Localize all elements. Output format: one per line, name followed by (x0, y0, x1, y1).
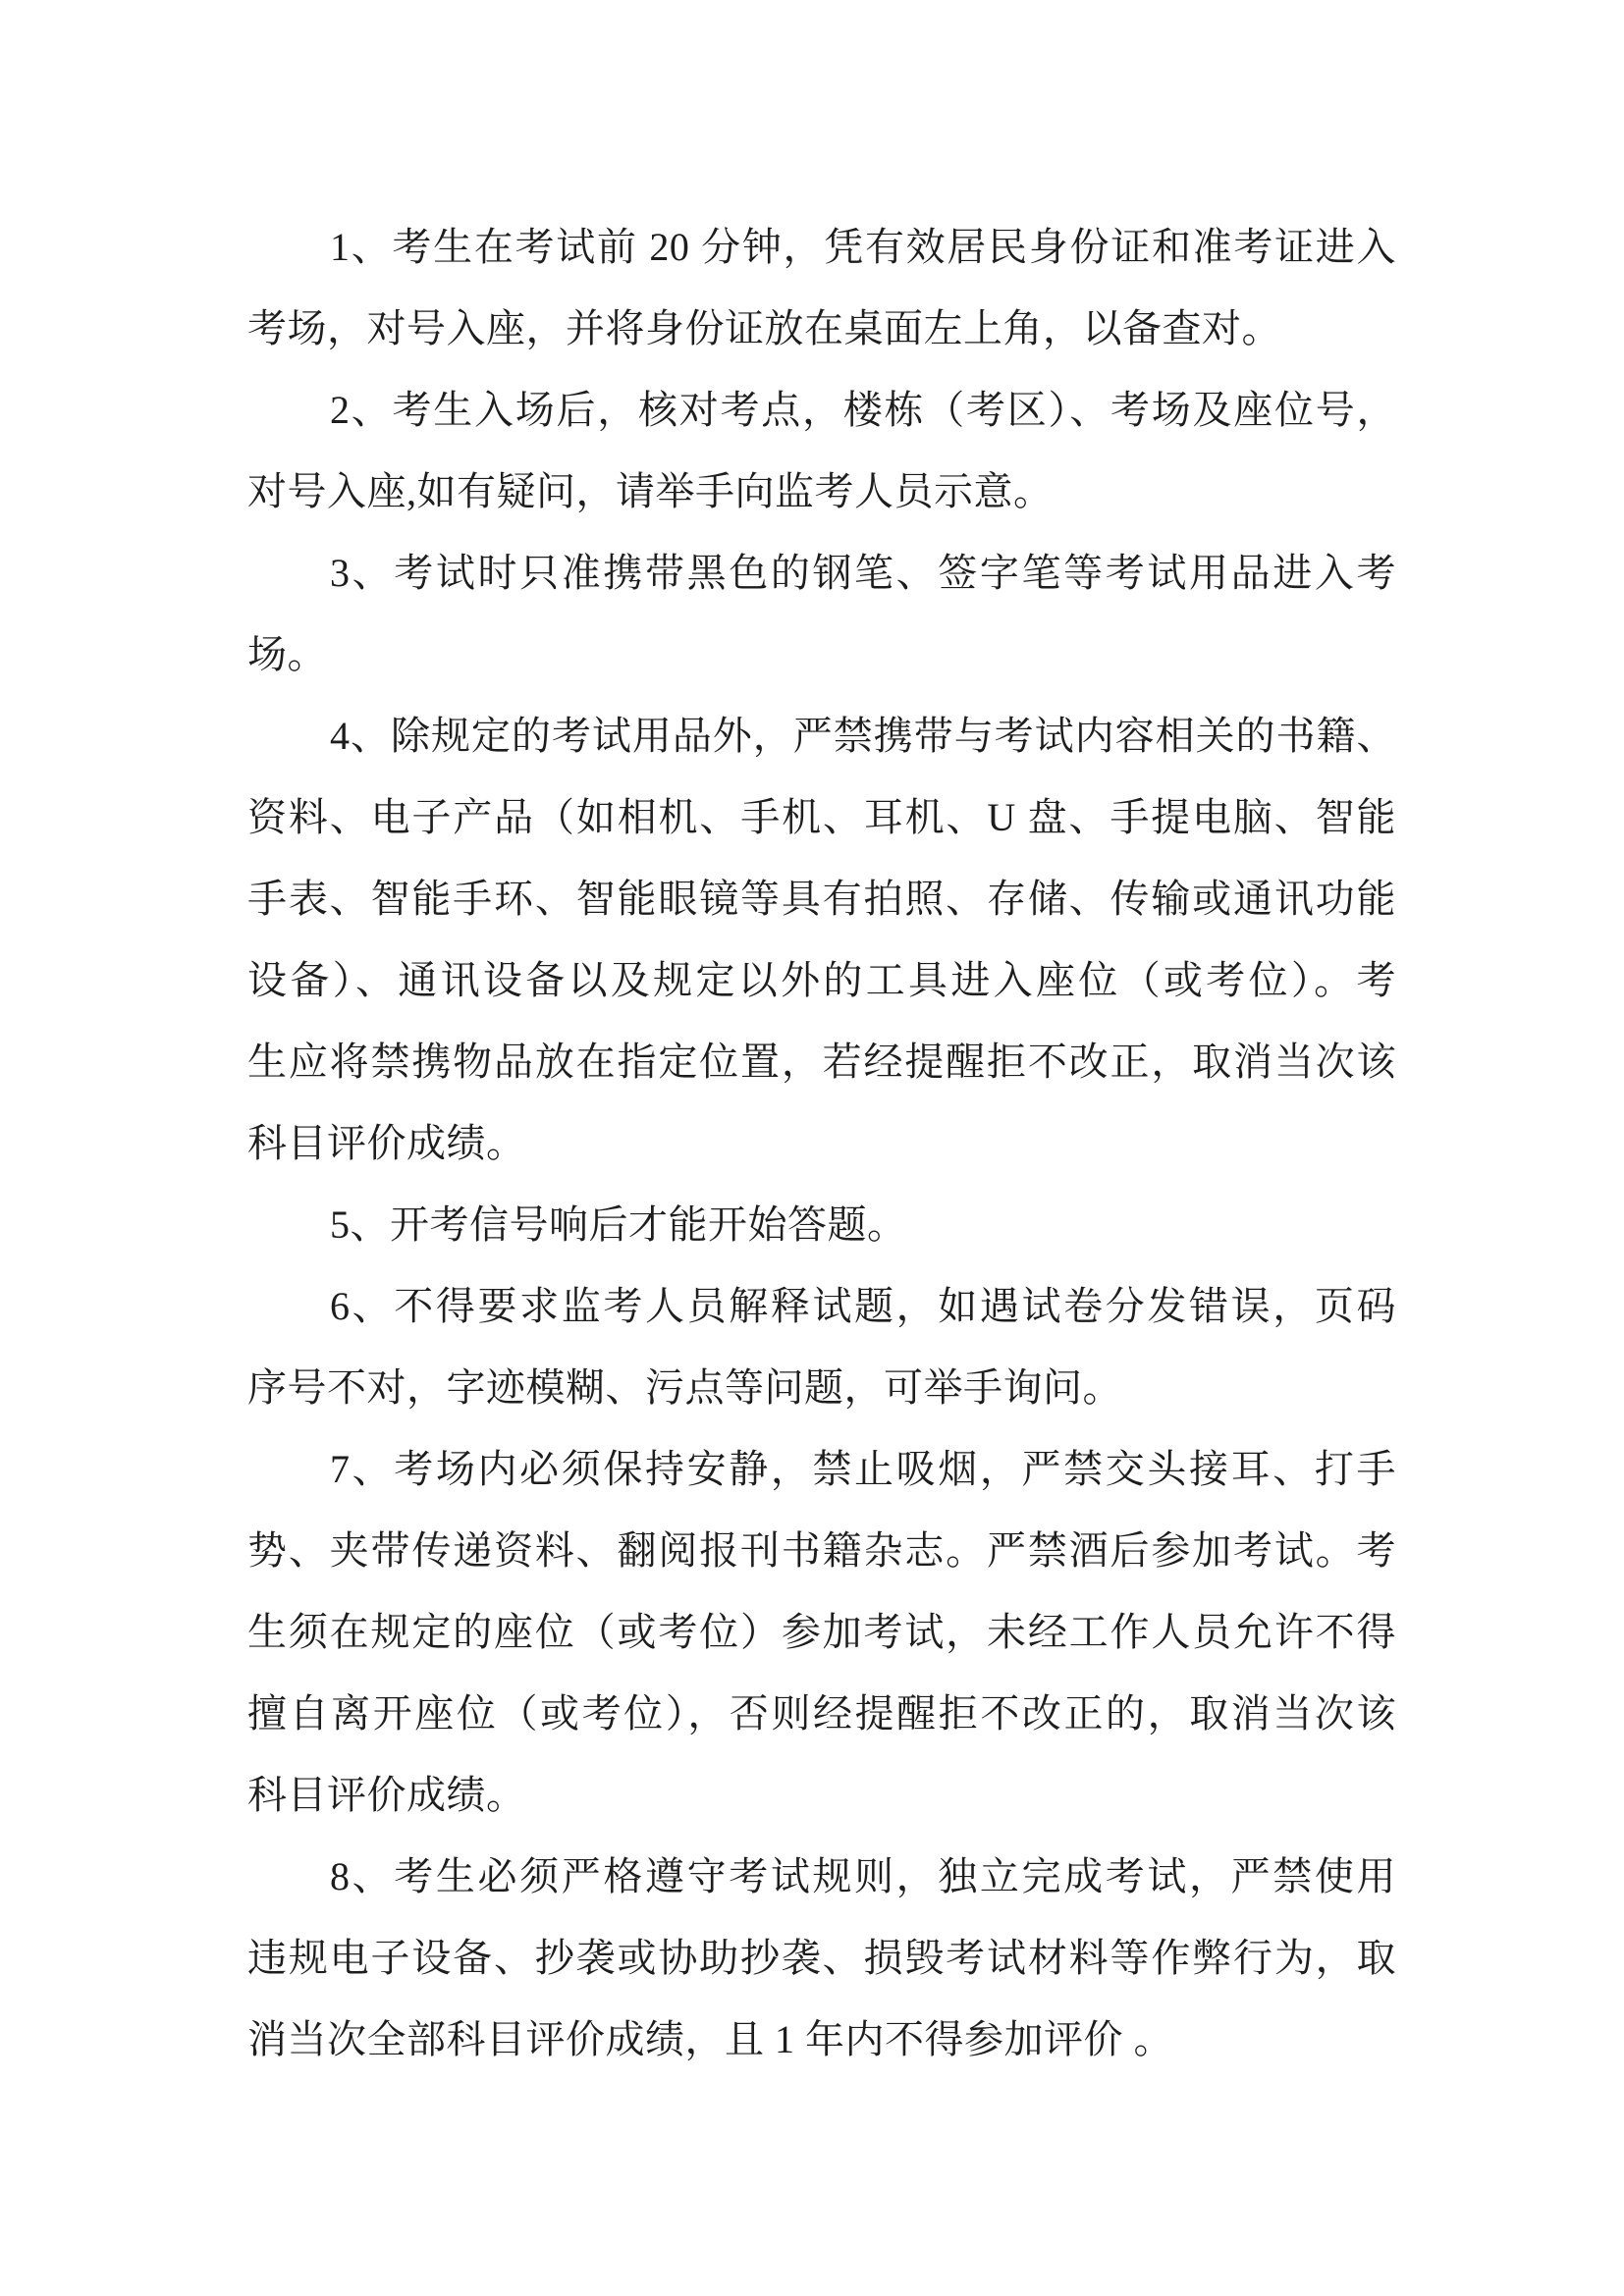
document-line: 手表、智能手环、智能眼镜等具有拍照、存储、传输或通讯功能 (247, 877, 1396, 921)
document-line: 场。 (247, 632, 327, 676)
document-line: 6、不得要求监考人员解释试题，如遇试卷分发错误，页码 (330, 1284, 1396, 1328)
document-line: 4、除规定的考试用品外，严禁携带与考试内容相关的书籍、 (330, 714, 1396, 758)
document-line: 科目评价成绩。 (247, 1121, 526, 1165)
document-body (247, 206, 1396, 2080)
document-line: 考场，对号入座，并将身份证放在桌面左上角，以备查对。 (247, 306, 1281, 350)
document-line: 消当次全部科目评价成绩，且 1 年内不得参加评价 。 (247, 2017, 1173, 2061)
document-line: 擅自离开座位（或考位），否则经提醒拒不改正的，取消当次该 (247, 1691, 1396, 1735)
document-line: 1、考生在考试前 20 分钟，凭有效居民身份证和准考证进入 (330, 225, 1396, 269)
document-line: 3、考试时只准携带黑色的钢笔、签字笔等考试用品进入考 (330, 551, 1396, 595)
document-line: 生须在规定的座位（或考位）参加考试，未经工作人员允许不得 (247, 1610, 1396, 1654)
document-line: 生应将禁携物品放在指定位置，若经提醒拒不改正，取消当次该 (247, 1040, 1396, 1084)
document-line: 5、开考信号响后才能开始答题。 (330, 1202, 907, 1247)
document-line: 资料、电子产品（如相机、手机、耳机、U 盘、手提电脑、智能 (247, 795, 1396, 839)
document-line: 序号不对，字迹模糊、污点等问题，可举手询问。 (247, 1365, 1122, 1410)
document-line: 违规电子设备、抄袭或协助抄袭、损毁考试材料等作弊行为，取 (247, 1936, 1396, 1980)
document-line: 7、考场内必须保持安静，禁止吸烟，严禁交头接耳、打手 (330, 1447, 1396, 1491)
document-line: 8、考生必须严格遵守考试规则，独立完成考试，严禁使用 (330, 1854, 1396, 1898)
document-line: 科目评价成绩。 (247, 1773, 526, 1817)
document-line: 势、夹带传递资料、翻阅报刊书籍杂志。严禁酒后参加考试。考 (247, 1528, 1396, 1573)
document-line: 设备）、通讯设备以及规定以外的工具进入座位（或考位）。考 (247, 958, 1396, 1002)
document-line: 对号入座,如有疑问，请举手向监考人员示意。 (247, 469, 1054, 513)
document-line: 2、考生入场后，核对考点，楼栋（考区）、考场及座位号， (330, 388, 1396, 432)
